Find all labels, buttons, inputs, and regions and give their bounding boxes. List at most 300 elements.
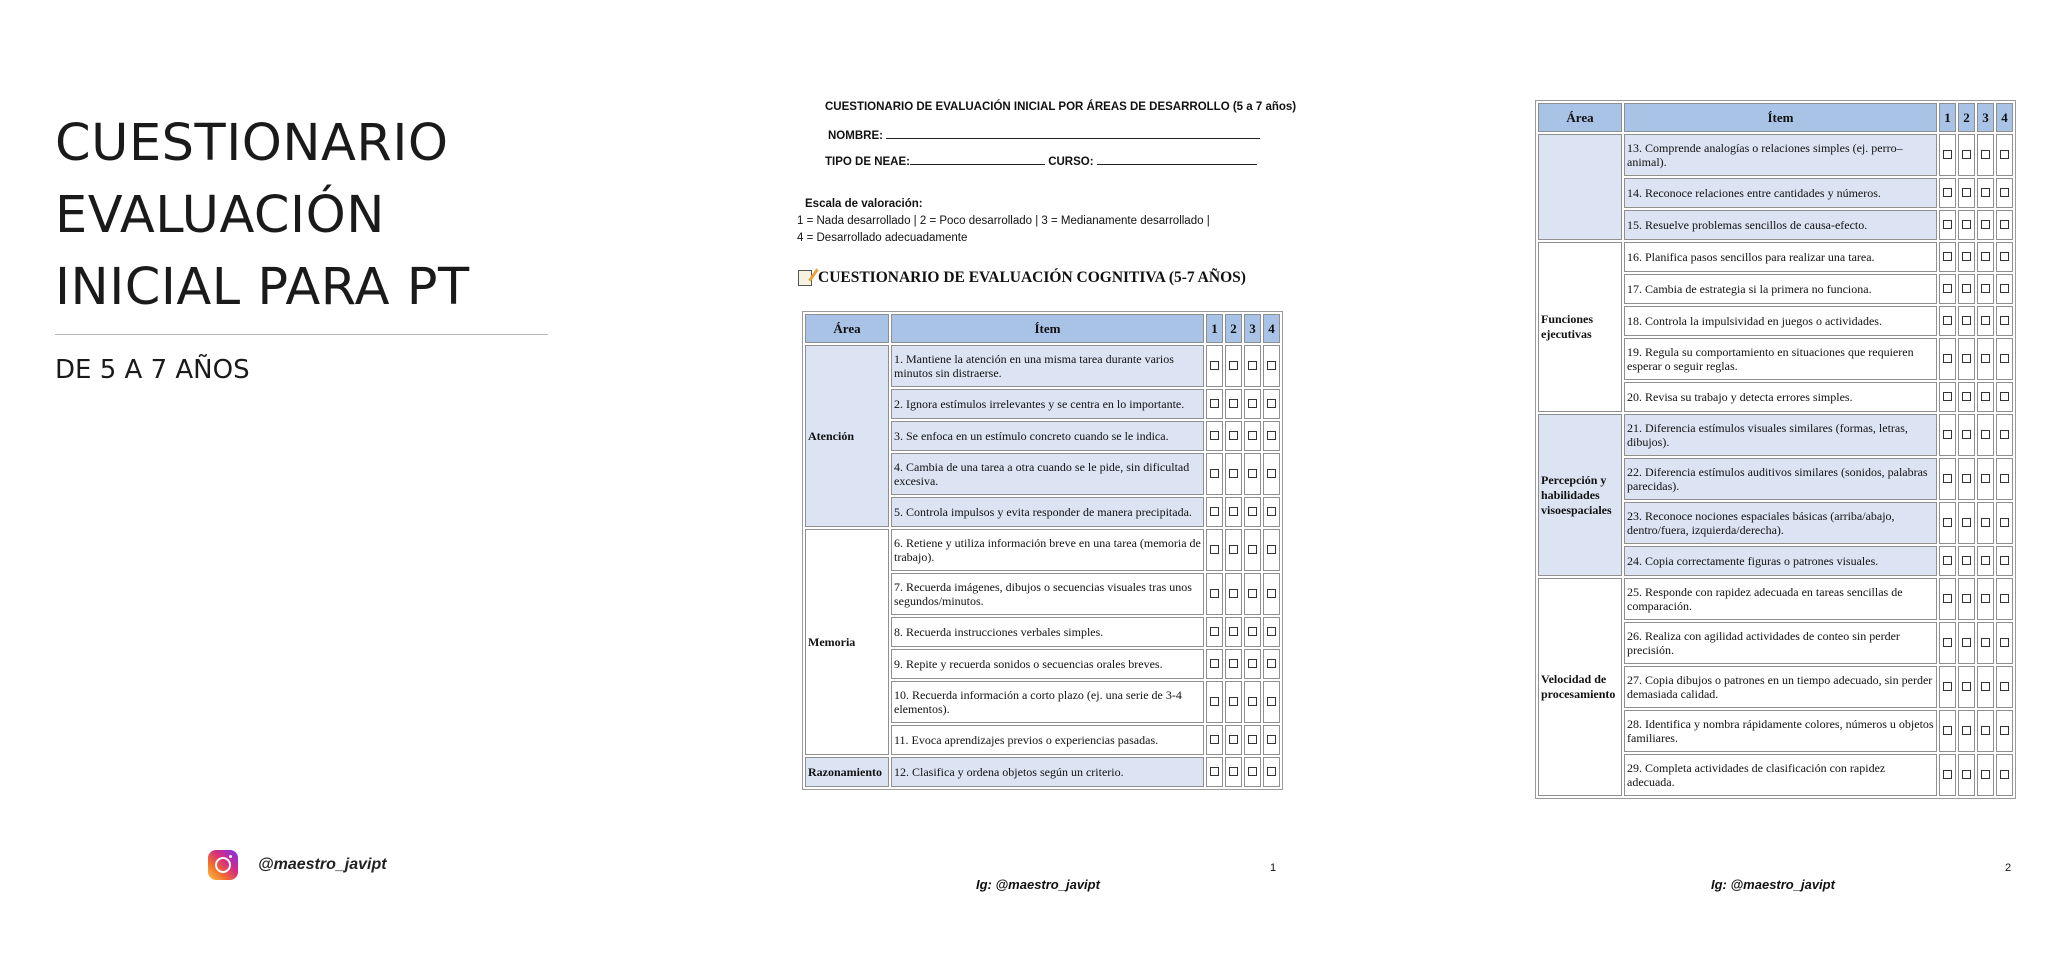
score-cell[interactable] <box>1225 345 1242 387</box>
checkbox[interactable] <box>1248 399 1257 408</box>
score-cell[interactable] <box>1939 382 1956 412</box>
checkbox[interactable] <box>1210 767 1219 776</box>
score-cell[interactable] <box>1958 754 1975 796</box>
table-row <box>1538 242 2013 272</box>
item-cell: 18. Controla la impulsividad en juegos o actividades. <box>1624 306 1937 336</box>
score-header: 3 <box>1977 103 1994 132</box>
score-cell[interactable] <box>1225 725 1242 755</box>
score-cell[interactable] <box>1206 617 1223 647</box>
checkbox[interactable] <box>1248 767 1257 776</box>
checkbox[interactable] <box>1943 150 1952 159</box>
checkbox[interactable] <box>1943 726 1952 735</box>
score-cell[interactable] <box>1244 421 1261 451</box>
cover-title-line: EVALUACIÓN <box>55 186 385 245</box>
score-cell[interactable] <box>1996 414 2013 456</box>
checkbox[interactable] <box>1981 770 1990 779</box>
score-cell[interactable] <box>1206 421 1223 451</box>
score-cell[interactable] <box>1939 178 1956 208</box>
section-title-text: CUESTIONARIO DE EVALUACIÓN COGNITIVA (5-7 AÑOS) <box>818 269 1246 286</box>
checkbox[interactable] <box>1248 469 1257 478</box>
checkbox[interactable] <box>1248 735 1257 744</box>
checkbox[interactable] <box>1981 518 1990 527</box>
item-cell: 19. Regula su comportamiento en situaciones que requieren esperar o seguir reglas. <box>1624 338 1937 380</box>
checkbox[interactable] <box>1210 735 1219 744</box>
checkbox[interactable] <box>1962 556 1971 565</box>
area-header: Área <box>1538 103 1622 132</box>
item-cell: 10. Recuerda información a corto plazo (ej. una serie de 3-4 elementos). <box>891 681 1204 723</box>
score-cell[interactable] <box>1939 210 1956 240</box>
score-cell[interactable] <box>1244 681 1261 723</box>
score-cell[interactable] <box>1996 134 2013 176</box>
checkbox[interactable] <box>1962 354 1971 363</box>
checkbox[interactable] <box>2000 594 2009 603</box>
score-cell[interactable] <box>1958 306 1975 336</box>
checkbox[interactable] <box>1981 474 1990 483</box>
score-cell[interactable] <box>1263 345 1280 387</box>
page-number: 1 <box>1270 862 1277 874</box>
score-cell[interactable] <box>1939 134 1956 176</box>
score-cell[interactable] <box>1977 754 1994 796</box>
checkbox[interactable] <box>1981 220 1990 229</box>
checkbox[interactable] <box>1962 220 1971 229</box>
cover-title-line: INICIAL PARA PT <box>55 258 470 317</box>
checkbox[interactable] <box>2000 392 2009 401</box>
page1-footer: Ig: @maestro_javipt <box>976 877 1100 892</box>
checkbox[interactable] <box>1248 659 1257 668</box>
score-cell[interactable] <box>1977 274 1994 304</box>
score-cell[interactable] <box>1958 338 1975 380</box>
area-label: Atención <box>808 428 854 443</box>
checkbox[interactable] <box>1210 697 1219 706</box>
checkbox[interactable] <box>1229 627 1238 636</box>
checkbox[interactable] <box>2000 354 2009 363</box>
score-cell[interactable] <box>1977 414 1994 456</box>
table-row <box>1538 414 2013 456</box>
item-header: Ítem <box>891 314 1204 343</box>
score-cell[interactable] <box>1225 757 1242 787</box>
checkbox[interactable] <box>1229 431 1238 440</box>
checkbox[interactable] <box>1943 284 1952 293</box>
checkbox[interactable] <box>1943 638 1952 647</box>
checkbox[interactable] <box>1229 659 1238 668</box>
checkbox[interactable] <box>1229 545 1238 554</box>
checkbox[interactable] <box>2000 638 2009 647</box>
checkbox[interactable] <box>1981 150 1990 159</box>
checkbox[interactable] <box>1210 431 1219 440</box>
score-cell[interactable] <box>1958 578 1975 620</box>
score-cell[interactable] <box>1996 546 2013 576</box>
score-cell[interactable] <box>1939 622 1956 664</box>
checkbox[interactable] <box>1267 545 1276 554</box>
checkbox[interactable] <box>1962 518 1971 527</box>
score-cell[interactable] <box>1958 458 1975 500</box>
checkbox[interactable] <box>1962 188 1971 197</box>
score-cell[interactable] <box>1977 666 1994 708</box>
checkbox[interactable] <box>2000 682 2009 691</box>
checkbox[interactable] <box>1943 556 1952 565</box>
checkbox[interactable] <box>1981 682 1990 691</box>
score-cell[interactable] <box>1939 458 1956 500</box>
score-cell[interactable] <box>1244 757 1261 787</box>
score-cell[interactable] <box>1996 754 2013 796</box>
checkbox[interactable] <box>1981 354 1990 363</box>
item-cell: 24. Copia correctamente figuras o patrones visuales. <box>1624 546 1937 576</box>
score-cell[interactable] <box>1958 414 1975 456</box>
item-cell: 3. Se enfoca en un estímulo concreto cuando se le indica. <box>891 421 1204 451</box>
checkbox[interactable] <box>1229 767 1238 776</box>
checkbox[interactable] <box>2000 316 2009 325</box>
score-cell[interactable] <box>1244 649 1261 679</box>
score-cell[interactable] <box>1977 578 1994 620</box>
scale-line: 1 = Nada desarrollado | 2 = Poco desarrollado | 3 = Medianamente desarrollado | <box>797 215 1210 227</box>
score-cell[interactable] <box>1244 345 1261 387</box>
checkbox[interactable] <box>2000 430 2009 439</box>
score-cell[interactable] <box>1996 242 2013 272</box>
score-cell[interactable] <box>1206 345 1223 387</box>
score-cell[interactable] <box>1958 242 1975 272</box>
checkbox[interactable] <box>2000 188 2009 197</box>
checkbox[interactable] <box>2000 150 2009 159</box>
item-cell: 12. Clasifica y ordena objetos según un criterio. <box>891 757 1204 787</box>
score-cell[interactable] <box>1977 382 1994 412</box>
score-cell[interactable] <box>1958 622 1975 664</box>
checkbox[interactable] <box>1267 589 1276 598</box>
item-cell: 4. Cambia de una tarea a otra cuando se le pide, sin dificultad excesiva. <box>891 453 1204 495</box>
checkbox[interactable] <box>1267 659 1276 668</box>
score-cell[interactable] <box>1225 649 1242 679</box>
nombre-label: NOMBRE: <box>828 130 883 142</box>
questionnaire-table-page1 <box>802 311 1283 790</box>
score-cell[interactable] <box>1996 502 2013 544</box>
score-cell[interactable] <box>1206 681 1223 723</box>
score-cell[interactable] <box>1958 710 1975 752</box>
score-cell[interactable] <box>1958 274 1975 304</box>
checkbox[interactable] <box>1267 627 1276 636</box>
score-cell[interactable] <box>1206 453 1223 495</box>
score-cell[interactable] <box>1206 757 1223 787</box>
checkbox[interactable] <box>1962 594 1971 603</box>
area-label: procesamiento <box>1541 687 1616 701</box>
score-cell[interactable] <box>1939 306 1956 336</box>
checkbox[interactable] <box>2000 770 2009 779</box>
checkbox[interactable] <box>2000 252 2009 261</box>
checkbox[interactable] <box>1943 316 1952 325</box>
checkbox[interactable] <box>1267 469 1276 478</box>
rating-scale <box>797 196 1287 247</box>
checkbox[interactable] <box>1962 316 1971 325</box>
score-cell[interactable] <box>1263 725 1280 755</box>
score-cell[interactable] <box>1206 529 1223 571</box>
checkbox[interactable] <box>1981 188 1990 197</box>
score-cell[interactable] <box>1244 389 1261 419</box>
checkbox[interactable] <box>2000 474 2009 483</box>
score-cell[interactable] <box>1225 529 1242 571</box>
score-cell[interactable] <box>1263 421 1280 451</box>
checkbox[interactable] <box>1943 474 1952 483</box>
score-cell[interactable] <box>1206 573 1223 615</box>
score-cell[interactable] <box>1977 178 1994 208</box>
score-cell[interactable] <box>1996 338 2013 380</box>
score-cell[interactable] <box>1244 497 1261 527</box>
checkbox[interactable] <box>1962 770 1971 779</box>
checkbox[interactable] <box>1267 507 1276 516</box>
checkbox[interactable] <box>1962 682 1971 691</box>
item-cell: 15. Resuelve problemas sencillos de causa-efecto. <box>1624 210 1937 240</box>
score-header: 2 <box>1225 314 1242 343</box>
checkbox[interactable] <box>2000 556 2009 565</box>
score-cell[interactable] <box>1958 502 1975 544</box>
item-cell: 20. Revisa su trabajo y detecta errores simples. <box>1624 382 1937 412</box>
score-cell[interactable] <box>1996 210 2013 240</box>
checkbox[interactable] <box>1210 361 1219 370</box>
score-cell[interactable] <box>1977 502 1994 544</box>
score-cell[interactable] <box>1996 622 2013 664</box>
checkbox[interactable] <box>2000 220 2009 229</box>
checkbox[interactable] <box>2000 726 2009 735</box>
score-cell[interactable] <box>1996 458 2013 500</box>
instagram-icon[interactable] <box>208 850 238 880</box>
score-cell[interactable] <box>1263 681 1280 723</box>
score-cell[interactable] <box>1206 497 1223 527</box>
checkbox[interactable] <box>1962 474 1971 483</box>
score-cell[interactable] <box>1939 546 1956 576</box>
item-cell: 21. Diferencia estímulos visuales similares (formas, letras, dibujos). <box>1624 414 1937 456</box>
score-cell[interactable] <box>1958 382 1975 412</box>
table-row <box>805 529 1280 571</box>
checkbox[interactable] <box>1229 361 1238 370</box>
checkbox[interactable] <box>1267 767 1276 776</box>
item-cell: 26. Realiza con agilidad actividades de conteo sin perder precisión. <box>1624 622 1937 664</box>
checkbox[interactable] <box>1943 770 1952 779</box>
checkbox[interactable] <box>1943 594 1952 603</box>
page1-header-title: CUESTIONARIO DE EVALUACIÓN INICIAL POR ÁREAS DE DESARROLLO (5 a 7 años) <box>825 101 1297 113</box>
checkbox[interactable] <box>1210 659 1219 668</box>
item-cell: 29. Completa actividades de clasificación con rapidez adecuada. <box>1624 754 1937 796</box>
item-cell: 14. Reconoce relaciones entre cantidades y números. <box>1624 178 1937 208</box>
score-cell[interactable] <box>1263 497 1280 527</box>
checkbox[interactable] <box>1229 469 1238 478</box>
checkbox[interactable] <box>1229 735 1238 744</box>
score-cell[interactable] <box>1996 306 2013 336</box>
score-cell[interactable] <box>1977 338 1994 380</box>
checkbox[interactable] <box>1943 682 1952 691</box>
score-cell[interactable] <box>1939 414 1956 456</box>
score-cell[interactable] <box>1263 529 1280 571</box>
checkbox[interactable] <box>1943 392 1952 401</box>
checkbox[interactable] <box>1248 431 1257 440</box>
instagram-handle[interactable]: @maestro_javipt <box>258 856 387 873</box>
score-cell[interactable] <box>1939 502 1956 544</box>
checkbox[interactable] <box>1943 518 1952 527</box>
score-cell[interactable] <box>1996 666 2013 708</box>
checkbox[interactable] <box>1267 361 1276 370</box>
checkbox[interactable] <box>1943 188 1952 197</box>
checkbox[interactable] <box>1248 507 1257 516</box>
page2-footer: Ig: @maestro_javipt <box>1711 877 1835 892</box>
score-cell[interactable] <box>1225 497 1242 527</box>
checkbox[interactable] <box>1981 556 1990 565</box>
checkbox[interactable] <box>1981 252 1990 261</box>
checkbox[interactable] <box>1248 697 1257 706</box>
section-title <box>798 269 1246 287</box>
score-cell[interactable] <box>1263 617 1280 647</box>
checkbox[interactable] <box>1943 220 1952 229</box>
area-label: habilidades <box>1541 487 1600 502</box>
checkbox[interactable] <box>1210 545 1219 554</box>
checkbox[interactable] <box>1229 399 1238 408</box>
item-cell: 13. Comprende analogías o relaciones simples (ej. perro–animal). <box>1624 134 1937 176</box>
score-cell[interactable] <box>1225 389 1242 419</box>
checkbox[interactable] <box>1248 589 1257 598</box>
area-cell-razonamiento <box>805 757 889 787</box>
page-number: 2 <box>2005 862 2012 874</box>
score-cell[interactable] <box>1225 573 1242 615</box>
table-row <box>805 757 1280 787</box>
score-cell[interactable] <box>1225 681 1242 723</box>
item-cell: 5. Controla impulsos y evita responder de manera precipitada. <box>891 497 1204 527</box>
checkbox[interactable] <box>1248 627 1257 636</box>
checkbox[interactable] <box>1981 594 1990 603</box>
score-cell[interactable] <box>1263 389 1280 419</box>
score-cell[interactable] <box>1263 453 1280 495</box>
score-cell[interactable] <box>1225 453 1242 495</box>
item-cell: 22. Diferencia estímulos auditivos similares (sonidos, palabras parecidas). <box>1624 458 1937 500</box>
cover-title-line: CUESTIONARIO <box>55 114 449 173</box>
checkbox[interactable] <box>1981 316 1990 325</box>
score-cell[interactable] <box>1939 274 1956 304</box>
score-cell[interactable] <box>1939 338 1956 380</box>
score-cell[interactable] <box>1225 421 1242 451</box>
area-label: Razonamiento <box>808 764 882 779</box>
score-cell[interactable] <box>1939 578 1956 620</box>
checkbox[interactable] <box>1267 697 1276 706</box>
checkbox[interactable] <box>1981 430 1990 439</box>
score-cell[interactable] <box>1244 617 1261 647</box>
score-cell[interactable] <box>1939 242 1956 272</box>
score-cell[interactable] <box>1206 389 1223 419</box>
score-cell[interactable] <box>1977 210 1994 240</box>
checkbox[interactable] <box>1962 150 1971 159</box>
checkbox[interactable] <box>1229 589 1238 598</box>
checkbox[interactable] <box>1210 589 1219 598</box>
area-label: Percepción y <box>1541 472 1607 487</box>
score-cell[interactable] <box>1958 666 1975 708</box>
score-cell[interactable] <box>1977 546 1994 576</box>
curso-line <box>1097 153 1257 165</box>
table-row <box>1538 134 2013 176</box>
checkbox[interactable] <box>1981 638 1990 647</box>
checkbox[interactable] <box>2000 284 2009 293</box>
score-cell[interactable] <box>1263 757 1280 787</box>
score-cell[interactable] <box>1996 178 2013 208</box>
item-cell: 1. Mantiene la atención en una misma tarea durante varios minutos sin distraerse. <box>891 345 1204 387</box>
memo-icon <box>798 270 812 286</box>
checkbox[interactable] <box>1210 507 1219 516</box>
checkbox[interactable] <box>1248 545 1257 554</box>
score-cell[interactable] <box>1939 710 1956 752</box>
checkbox[interactable] <box>1981 726 1990 735</box>
score-cell[interactable] <box>1958 546 1975 576</box>
checkbox[interactable] <box>1229 507 1238 516</box>
score-cell[interactable] <box>1939 754 1956 796</box>
item-cell: 23. Reconoce nociones espaciales básicas (arriba/abajo, dentro/fuera, izquierda/derecha). <box>1624 502 1937 544</box>
score-cell[interactable] <box>1958 210 1975 240</box>
score-cell[interactable] <box>1244 529 1261 571</box>
checkbox[interactable] <box>1943 354 1952 363</box>
area-label: ejecutivas <box>1541 327 1592 341</box>
checkbox[interactable] <box>1267 735 1276 744</box>
checkbox[interactable] <box>1943 430 1952 439</box>
checkbox[interactable] <box>1248 361 1257 370</box>
checkbox[interactable] <box>1210 399 1219 408</box>
nombre-field <box>828 127 1260 142</box>
score-cell[interactable] <box>1206 649 1223 679</box>
nombre-line <box>886 127 1260 139</box>
score-cell[interactable] <box>1977 306 1994 336</box>
checkbox[interactable] <box>2000 518 2009 527</box>
checkbox[interactable] <box>1267 431 1276 440</box>
score-cell[interactable] <box>1225 617 1242 647</box>
cover-panel <box>55 108 550 385</box>
checkbox[interactable] <box>1210 627 1219 636</box>
checkbox[interactable] <box>1267 399 1276 408</box>
score-cell[interactable] <box>1996 382 2013 412</box>
item-cell: 28. Identifica y nombra rápidamente colores, números u objetos familiares. <box>1624 710 1937 752</box>
checkbox[interactable] <box>1981 392 1990 401</box>
table-header-row <box>805 314 1280 343</box>
checkbox[interactable] <box>1962 252 1971 261</box>
area-cell-funciones <box>1538 242 1622 412</box>
score-cell[interactable] <box>1977 134 1994 176</box>
score-cell[interactable] <box>1996 710 2013 752</box>
item-cell: 25. Responde con rapidez adecuada en tareas sencillas de comparación. <box>1624 578 1937 620</box>
item-header: Ítem <box>1624 103 1937 132</box>
table-row <box>1538 578 2013 620</box>
scale-title: Escala de valoración: <box>805 198 923 210</box>
item-cell: 11. Evoca aprendizajes previos o experiencias pasadas. <box>891 725 1204 755</box>
item-cell: 16. Planifica pasos sencillos para realizar una tarea. <box>1624 242 1937 272</box>
score-cell[interactable] <box>1263 573 1280 615</box>
checkbox[interactable] <box>1943 252 1952 261</box>
checkbox[interactable] <box>1962 392 1971 401</box>
checkbox[interactable] <box>1962 638 1971 647</box>
checkbox[interactable] <box>1981 284 1990 293</box>
score-cell[interactable] <box>1939 666 1956 708</box>
score-cell[interactable] <box>1996 578 2013 620</box>
questionnaire-table-page2 <box>1535 100 2016 799</box>
checkbox[interactable] <box>1962 430 1971 439</box>
checkbox[interactable] <box>1210 469 1219 478</box>
score-cell[interactable] <box>1244 453 1261 495</box>
checkbox[interactable] <box>1962 284 1971 293</box>
checkbox[interactable] <box>1229 697 1238 706</box>
tipo-neae-line <box>910 153 1045 165</box>
score-cell[interactable] <box>1977 710 1994 752</box>
score-cell[interactable] <box>1244 725 1261 755</box>
score-cell[interactable] <box>1958 134 1975 176</box>
score-cell[interactable] <box>1244 573 1261 615</box>
score-cell[interactable] <box>1263 649 1280 679</box>
score-cell[interactable] <box>1996 274 2013 304</box>
score-cell[interactable] <box>1958 178 1975 208</box>
checkbox[interactable] <box>1962 726 1971 735</box>
score-header: 2 <box>1958 103 1975 132</box>
score-cell[interactable] <box>1977 622 1994 664</box>
item-cell: 8. Recuerda instrucciones verbales simples. <box>891 617 1204 647</box>
score-cell[interactable] <box>1977 458 1994 500</box>
score-cell[interactable] <box>1206 725 1223 755</box>
score-cell[interactable] <box>1977 242 1994 272</box>
